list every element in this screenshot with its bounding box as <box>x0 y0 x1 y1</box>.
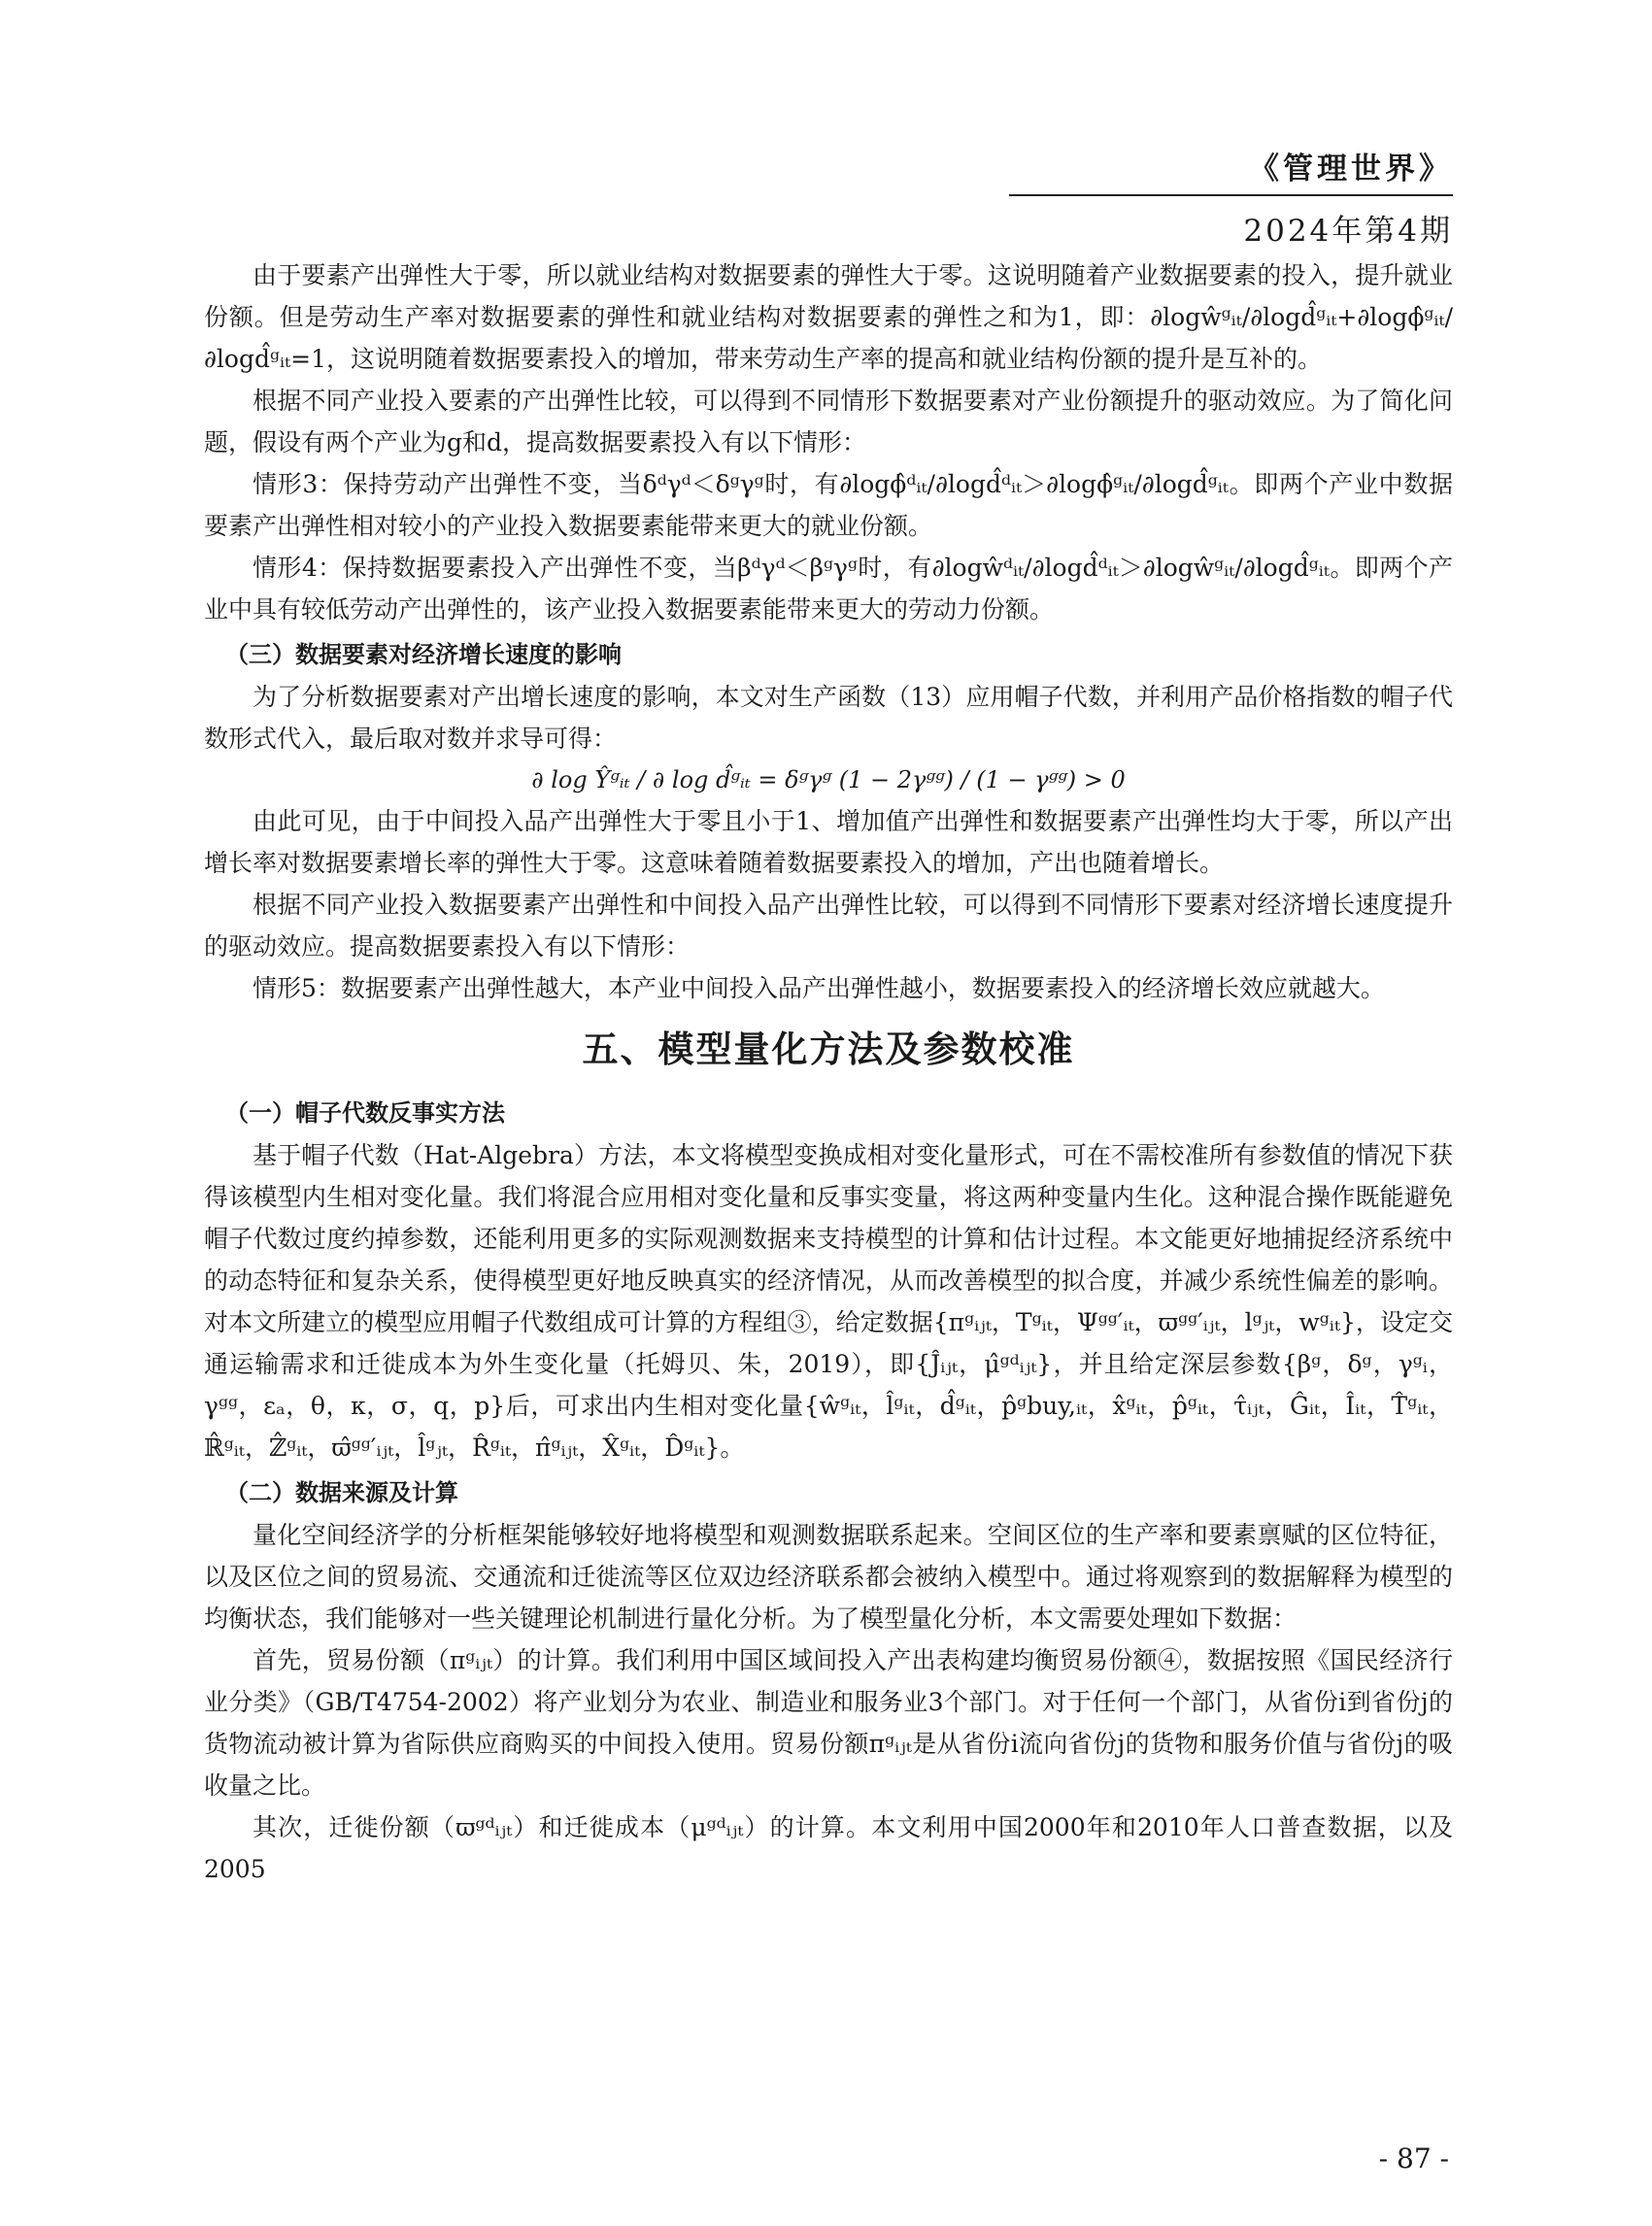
paragraph: 量化空间经济学的分析框架能够较好地将模型和观测数据联系起来。空间区位的生产率和要素禀赋的区位特征，以及区位之间的贸易流、交通流和迁徙流等区位双边经济联系都会被纳入模型中。通过将观察到的数据解释为模型的均衡状态，我们能够对一些关键理论机制进行量化分析。为了模型量化分析，本文需要处理如下数据： <box>204 1521 1453 1633</box>
issue-label: 2024年第4期 <box>1243 214 1453 249</box>
subsection-heading: （一）帽子代数反事实方法 <box>225 1099 505 1127</box>
article-body <box>204 254 1453 1890</box>
paragraph: 其次，迁徙份额（ϖᵍᵈᵢⱼₜ）和迁徙成本（μᵍᵈᵢⱼₜ）的计算。本文利用中国2000年和2010年人口普查数据，以及2005 <box>204 1813 1453 1883</box>
equation: ∂ log Ŷᵍᵢₜ / ∂ log d̂ᵍᵢₜ = δᵍγᵍ (1 − 2γᵍᵍ) / (1 − γᵍᵍ) > 0 <box>531 766 1126 793</box>
paragraph: 为了分析数据要素对产出增长速度的影响，本文对生产函数（13）应用帽子代数，并利用产品价格指数的帽子代数形式代入，最后取对数并求导可得： <box>204 683 1453 753</box>
header-rule <box>1009 194 1453 196</box>
section-heading: 五、模型量化方法及参数校准 <box>582 1029 1075 1070</box>
paragraph: 由此可见，由于中间投入品产出弹性大于零且小于1、增加值产出弹性和数据要素产出弹性均大于零，所以产出增长率对数据要素增长率的弹性大于零。这意味着随着数据要素投入的增加，产出也随着增长。 <box>204 807 1453 877</box>
paragraph-case-4: 情形4：保持数据要素投入产出弹性不变，当βᵈγᵈ＜βᵍγᵍ时，有∂logŵᵈᵢₜ/∂logd̂ᵈᵢₜ＞∂logŵᵍᵢₜ/∂logd̂ᵍᵢₜ。即两个产业中具有较低劳动产出弹性的，该产业投入数据要素能带来更大的劳动力份额。 <box>204 554 1453 624</box>
paragraph-case-5: 情形5：数据要素产出弹性越大，本产业中间投入品产出弹性越小，数据要素投入的经济增长效应就越大。 <box>253 974 1385 1002</box>
paragraph: 首先，贸易份额（πᵍᵢⱼₜ）的计算。我们利用中国区域间投入产出表构建均衡贸易份额④，数据按照《国民经济行业分类》（GB/T4754-2002）将产业划分为农业、制造业和服务业3个部门。对于任何一个部门，从省份i到省份j的货物流动被计算为省际供应商购买的中间投入使用。贸易份额πᵍᵢⱼₜ是从省份i流向省份j的货物和服务价值与省份j的吸收量之比。 <box>204 1646 1453 1800</box>
paragraph: 根据不同产业投入要素的产出弹性比较，可以得到不同情形下数据要素对产业份额提升的驱动效应。为了简化问题，假设有两个产业为g和d，提高数据要素投入有以下情形： <box>204 387 1453 456</box>
paper-page <box>204 0 1453 2226</box>
subsection-heading: （三）数据要素对经济增长速度的影响 <box>225 641 622 668</box>
journal-title: 《管理世界》 <box>1249 152 1453 186</box>
paragraph-case-3: 情形3：保持劳动产出弹性不变，当δᵈγᵈ＜δᵍγᵍ时，有∂logϕ̂ᵈᵢₜ/∂logd̂ᵈᵢₜ＞∂logϕ̂ᵍᵢₜ/∂logd̂ᵍᵢₜ。即两个产业中数据要素产出弹性相对较小的产业投入数据要素能带来更大的就业份额。 <box>204 470 1453 540</box>
subsection-heading: （二）数据来源及计算 <box>225 1479 458 1506</box>
paragraph: 根据不同产业投入数据要素产出弹性和中间投入品产出弹性比较，可以得到不同情形下要素对经济增长速度提升的驱动效应。提高数据要素投入有以下情形： <box>204 891 1453 961</box>
paragraph: 由于要素产出弹性大于零，所以就业结构对数据要素的弹性大于零。这说明随着产业数据要素的投入，提升就业份额。但是劳动生产率对数据要素的弹性和就业结构对数据要素的弹性之和为1，即：∂logŵᵍᵢₜ/∂logd̂ᵍᵢₜ+∂logϕ̂ᵍᵢₜ/∂logd̂ᵍᵢₜ=1，这说明随着数据要素投入的增加，带来劳动生产率的提高和就业结构份额的提升是互补的。 <box>204 261 1453 373</box>
page-number: - 87 - <box>1378 2142 1449 2175</box>
paragraph: 基于帽子代数（Hat-Algebra）方法，本文将模型变换成相对变化量形式，可在不需校准所有参数值的情况下获得该模型内生相对变化量。我们将混合应用相对变化量和反事实变量，将这两种变量内生化。这种混合操作既能避免帽子代数过度约掉参数，还能利用更多的实际观测数据来支持模型的计算和估计过程。本文能更好地捕捉经济系统中的动态特征和复杂关系，使得模型更好地反映真实的经济情况，从而改善模型的拟合度，并减少系统性偏差的影响。对本文所建立的模型应用帽子代数组成可计算的方程组③，给定数据{πᵍᵢⱼₜ，Tᵍᵢₜ，Ψᵍᵍ′ᵢₜ，ϖᵍᵍ′ᵢⱼₜ，lᵍⱼₜ，wᵍᵢₜ}，设定交通运输需求和迁徙成本为外生变化量（托姆贝、朱，2019），即{Ĵᵢⱼₜ，μ̂ᵍᵈᵢⱼₜ}，并且给定深层参数{βᵍ，δᵍ，γᵍᵢ，γᵍᵍ，εₐ，θ，κ，σ，q，p}后，可求出内生相对变化量{ŵᵍᵢₜ，l̂ᵍᵢₜ，d̂ᵍᵢₜ，p̂ᵍbuy,ᵢₜ，x̂ᵍᵢₜ，p̂ᵍᵢₜ，τ̂ᵢⱼₜ，Ĝᵢₜ，Îᵢₜ，T̂ᵍᵢₜ，ℝ̂ᵍᵢₜ，ℤ̂ᵍᵢₜ，ϖ̂ᵍᵍ′ᵢⱼₜ，l̂ᵍⱼₜ，R̂ᵍᵢₜ，π̂ᵍᵢⱼₜ，X̂ᵍᵢₜ，D̂ᵍᵢₜ}。 <box>204 1141 1453 1462</box>
